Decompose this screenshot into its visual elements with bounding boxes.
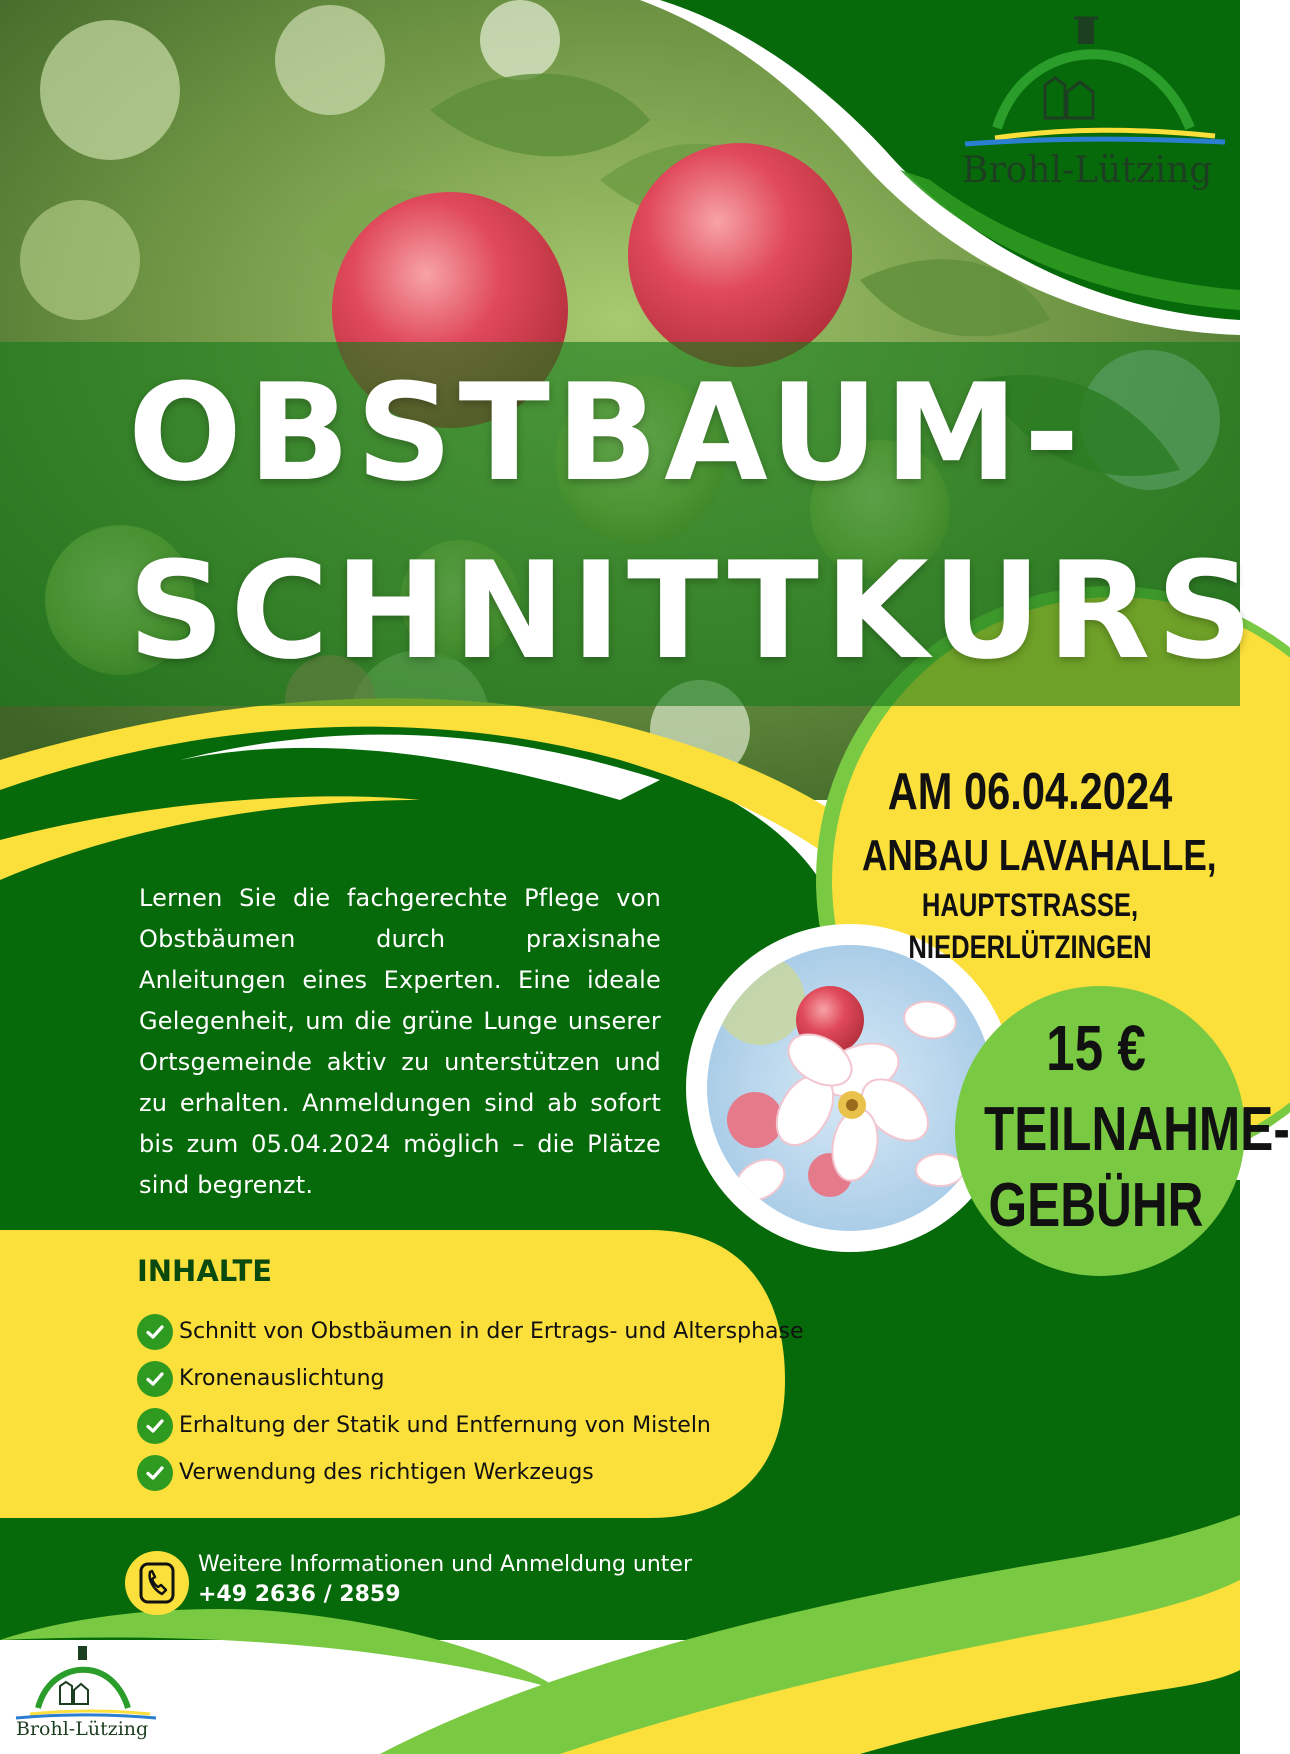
list-item bbox=[137, 1355, 804, 1402]
list-item bbox=[137, 1449, 804, 1496]
phone-icon bbox=[124, 1550, 190, 1616]
price-amount: 15 € bbox=[1046, 1012, 1146, 1084]
page-title-line-1: OBSTBAUM- bbox=[128, 355, 1086, 511]
list-item bbox=[137, 1308, 804, 1355]
municipality-logo-text: Brohl-Lützing bbox=[962, 150, 1213, 191]
price-label-line-1: TEILNAHME- bbox=[984, 1095, 1290, 1164]
event-venue: ANBAU LAVAHALLE, bbox=[862, 831, 1217, 880]
event-town: NIEDERLÜTZINGEN bbox=[908, 929, 1152, 965]
check-icon bbox=[137, 1408, 173, 1444]
page-title-line-2: SCHNITTKURS bbox=[128, 533, 1259, 689]
contact-text: Weitere Informationen und Anmeldung unter bbox=[198, 1552, 693, 1577]
course-description: Lernen Sie die fachgerechte Pflege von Obstbäumen durch praxisnahe Anleitungen eines Experten. Eine ideale Gelegenheit, um die grüne Lunge unserer Ortsgemeinde aktiv zu unterstützen und zu erhalten. Anmeldungen sind ab sofort bis zum 05.04.2024 möglich – die Plätze sind begrenzt. bbox=[139, 884, 661, 1199]
list-item-label: Verwendung des richtigen Werkzeugs bbox=[179, 1460, 594, 1485]
list-item bbox=[137, 1402, 804, 1449]
contents-heading: INHALTE bbox=[137, 1254, 273, 1288]
list-item-label: Schnitt von Obstbäumen in der Ertrags- und Altersphase bbox=[179, 1319, 804, 1344]
check-icon bbox=[137, 1361, 173, 1397]
contents-list bbox=[137, 1308, 804, 1496]
contact-phone: +49 2636 / 2859 bbox=[198, 1582, 401, 1607]
list-item-label: Erhaltung der Statik und Entfernung von Misteln bbox=[179, 1413, 711, 1438]
check-icon bbox=[137, 1314, 173, 1350]
price-label-line-2: GEBÜHR bbox=[988, 1171, 1204, 1240]
municipality-logo-small-text: Brohl-Lützing bbox=[16, 1718, 149, 1740]
event-street: HAUPTSTRASSE, bbox=[921, 887, 1139, 923]
event-date: AM 06.04.2024 bbox=[887, 763, 1173, 821]
list-item-label: Kronenauslichtung bbox=[179, 1366, 385, 1391]
check-icon bbox=[137, 1455, 173, 1491]
